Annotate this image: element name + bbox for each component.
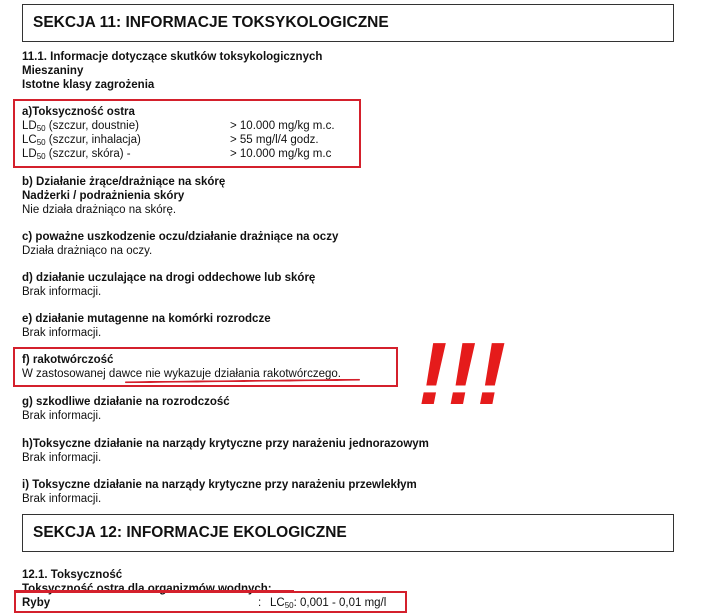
mutagenicity-title: e) działanie mutagenne na komórki rozrodcze xyxy=(22,313,271,325)
aquatic-toxicity-title: Toksyczność ostra dla organizmów wodnych: xyxy=(22,583,272,595)
fish-label: Ryby xyxy=(22,597,51,609)
mutagenicity-text: Brak informacji. xyxy=(22,327,102,339)
acute-row-label: $LC_{50}$ (szczur, inhalacja) xyxy=(22,134,141,147)
skin-irritation-text: Nie działa drażniąco na skórę. xyxy=(22,204,177,216)
acute-row-label: $LD_{50}$ (szczur, skóra) - xyxy=(22,148,131,161)
section-11-title: SEKCJA 11: INFORMACJE TOKSYKOLOGICZNE xyxy=(33,14,389,31)
stot-single-text: Brak informacji. xyxy=(22,452,102,464)
stot-repeated-text: Brak informacji. xyxy=(22,493,102,505)
section-12-title: SEKCJA 12: INFORMACJE EKOLOGICZNE xyxy=(33,524,347,541)
stot-single-title: h)Toksyczne działanie na narządy krytyczne przy narażeniu jednorazowym xyxy=(22,438,429,450)
sensitisation-title: d) działanie uczulające na drogi oddechowe lub skórę xyxy=(22,272,316,284)
acute-row-value: > 10.000 mg/kg m.c xyxy=(230,148,332,160)
hazard-classes-label: Istotne klasy zagrożenia xyxy=(22,79,155,91)
eye-damage-text: Działa drażniąco na oczy. xyxy=(22,245,153,257)
section-11-header xyxy=(22,4,674,42)
stot-repeated-title: i) Toksyczne działanie na narządy krytyczne przy narażeniu przewlekłym xyxy=(22,479,417,491)
section-11-subheading: 11.1. Informacje dotyczące skutków toksykologicznych xyxy=(22,51,323,63)
fish-value: $LC_{50}$: 0,001 - 0,01 mg/l xyxy=(270,597,387,610)
acute-row-value: > 55 mg/l/4 godz. xyxy=(230,134,319,146)
acute-row-label: $LD_{50}$ (szczur, doustnie) xyxy=(22,120,139,133)
fish-separator: : xyxy=(258,597,262,609)
section-12-header xyxy=(22,514,674,552)
reproductive-toxicity-title: g) szkodliwe działanie na rozrodczość xyxy=(22,396,230,408)
sensitisation-text: Brak informacji. xyxy=(22,286,102,298)
reproductive-toxicity-text: Brak informacji. xyxy=(22,410,102,422)
acute-row-value: > 10.000 mg/kg m.c. xyxy=(230,120,335,132)
acute-toxicity-title: a)Toksyczność ostra xyxy=(22,106,135,118)
carcinogenicity-title: f) rakotwórczość xyxy=(22,354,114,366)
mixture-label: Mieszaniny xyxy=(22,65,84,77)
skin-corrosion-title: b) Działanie żrące/drażniące na skórę xyxy=(22,176,226,188)
skin-irritation-subtitle: Nadżerki / podrażnienia skóry xyxy=(22,190,185,202)
section-12-subheading: 12.1. Toksyczność xyxy=(22,569,123,581)
fish-toxicity-top-line xyxy=(14,590,294,592)
carcinogenicity-text: W zastosowanej dawce nie wykazuje działania rakotwórczego. xyxy=(22,368,341,380)
exclamation-annotation: !!! xyxy=(418,324,506,423)
eye-damage-title: c) poważne uszkodzenie oczu/działanie drażniące na oczy xyxy=(22,231,339,243)
